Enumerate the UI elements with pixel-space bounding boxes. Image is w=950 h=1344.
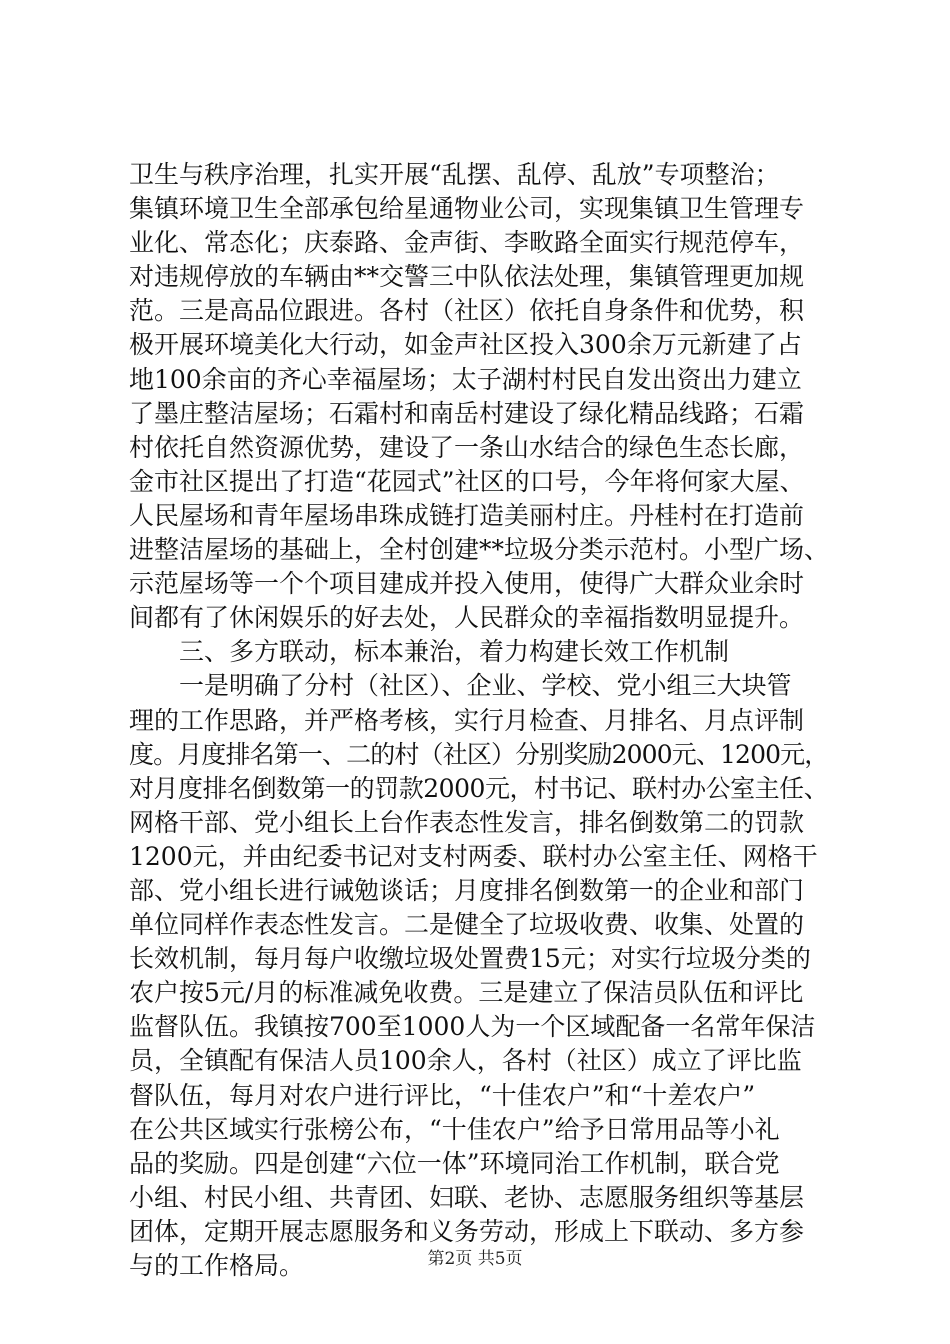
text-line: 业化、常态化；庆泰路、金声街、李畋路全面实行规范停车， [129, 228, 805, 258]
text-line: 度。月度排名第一、二的村（社区）分别奖励2000元、1200元， [129, 739, 829, 769]
text-line: 对违规停放的车辆由**交警三中队依法处理，集镇管理更加规 [129, 262, 805, 292]
text-line: 单位同样作表态性发言。二是健全了垃圾收费、收集、处置的 [129, 910, 805, 940]
text-line: 金市社区提出了打造“花园式”社区的口号，今年将何家大屋、 [129, 466, 805, 496]
text-line: 网格干部、党小组长上台作表态性发言，排名倒数第二的罚款 [129, 807, 805, 837]
text-line: 1200元，并由纪委书记对支村两委、联村办公室主任、网格干 [129, 841, 818, 871]
text-line: 卫生与秩序治理，扎实开展“乱摆、乱停、乱放”专项整治； [129, 160, 780, 189]
text-line: 农户按5元/月的标准减免收费。三是建立了保洁员队伍和评比 [129, 978, 804, 1008]
text-line: 对月度排名倒数第一的罚款2000元，村书记、联村办公室主任、 [129, 773, 829, 803]
text-line: 团体，定期开展志愿服务和义务劳动，形成上下联动、多方参 [129, 1216, 805, 1246]
text-line: 理的工作思路，并严格考核，实行月检查、月排名、月点评制 [129, 705, 805, 735]
text-line: 一是明确了分村（社区）、企业、学校、党小组三大块管 [129, 671, 792, 701]
text-line: 监督队伍。我镇按700至1000人为一个区域配备一名常年保洁 [129, 1012, 816, 1042]
text-line: 了墨庄整洁屋场；石霜村和南岳村建设了绿化精品线路；石霜 [129, 398, 805, 428]
text-line: 人民屋场和青年屋场串珠成链打造美丽村庄。丹桂村在打造前 [129, 500, 805, 530]
text-line: 部、党小组长进行诫勉谈话；月度排名倒数第一的企业和部门 [129, 875, 805, 905]
text-line: 三、多方联动，标本兼治，着力构建长效工作机制 [129, 637, 730, 667]
text-line: 示范屋场等一个个项目建成并投入使用，使得广大群众业余时 [129, 569, 805, 599]
text-line: 集镇环境卫生全部承包给星通物业公司，实现集镇卫生管理专 [129, 194, 805, 224]
text-line: 长效机制，每月每户收缴垃圾处置费15元；对实行垃圾分类的 [129, 944, 811, 974]
text-line: 督队伍，每月对农户进行评比，“十佳农户”和“十差农户” [129, 1080, 756, 1110]
text-line: 员，全镇配有保洁人员100余人，各村（社区）成立了评比监 [129, 1046, 802, 1076]
text-line: 进整洁屋场的基础上，全村创建**垃圾分类示范村。小型广场、 [129, 535, 830, 565]
text-line: 在公共区域实行张榜公布，“十佳农户”给予日常用品等小礼 [129, 1114, 780, 1144]
text-line: 地100余亩的齐心幸福屋场；太子湖村村民自发出资出力建立 [129, 364, 802, 394]
page-footer: 第2页 共5页 [427, 1249, 523, 1269]
text-line: 小组、村民小组、共青团、妇联、老协、志愿服务组织等基层 [129, 1182, 805, 1212]
text-line: 间都有了休闲娱乐的好去处，人民群众的幸福指数明显提升。 [129, 603, 805, 633]
text-line: 品的奖励。四是创建“六位一体”环境同治工作机制，联合党 [129, 1148, 780, 1178]
text-line: 极开展环境美化大行动，如金声社区投入300余万元新建了占 [129, 330, 802, 360]
body-text [129, 158, 829, 1283]
text-line: 与的工作格局。 [129, 1251, 305, 1280]
text-line: 村依托自然资源优势，建设了一条山水结合的绿色生态长廊， [129, 432, 805, 462]
text-line: 范。三是高品位跟进。各村（社区）依托自身条件和优势，积 [129, 296, 805, 326]
